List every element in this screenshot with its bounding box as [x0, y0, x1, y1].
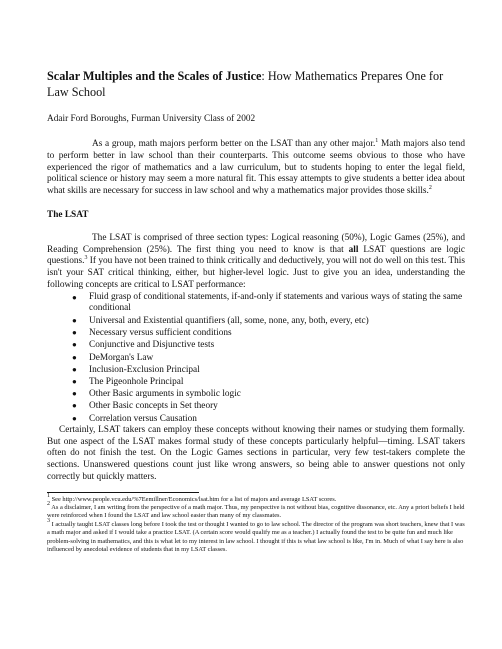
list-item-text: Other Basic arguments in symbolic logic	[89, 389, 241, 400]
footnote-number: 1	[47, 492, 50, 499]
essay-title	[47, 68, 465, 100]
list-item-text: Fluid grasp of conditional statements, if-and-only if statements and various ways of stating the same conditional	[89, 291, 463, 314]
bullet-icon: ●	[72, 364, 77, 374]
closing-paragraph: Certainly, LSAT takers can employ these concepts without knowing their names or studying them formally. But one aspect of the LSAT makes formal study of these concepts particularly helpful—timing. LSAT takers often do not finish the test. On the Logic Games sections in particular, very few test-takers complete the sections. Unanswered questions count just like wrong answers, so being able to answer questions not only correctly but quickly matters.	[47, 424, 465, 482]
bullet-icon: ●	[72, 352, 77, 362]
lsat-emphasis: all	[348, 244, 359, 255]
footnote-number: 2	[47, 500, 50, 507]
title-main: Scalar Multiples and the Scales of Justice	[47, 69, 262, 83]
bullet-icon: ●	[72, 328, 77, 338]
lsat-paragraph	[47, 233, 465, 292]
section-heading: The LSAT	[47, 209, 89, 220]
lsat-text-a: The LSAT is comprised of three section types: Logical reasoning (50%), Logic Games (25%), and Reading Comprehension (25%). The first thing you need to know is that	[47, 232, 465, 255]
list-item-text: Necessary versus sufficient conditions	[89, 328, 232, 339]
bullet-icon: ●	[72, 292, 77, 302]
intro-text-b: Math majors also tend to perform better in law school than their counterparts. This outcome seems obvious to those who have experienced the rigor of mathematics and a law curriculum, but to students hoping to enter the legal field, political science or history may seem a more natural fit. This essay attempts to give students a better idea about what skills are necessary for success in law school and why a mathematics major provides those skills.	[47, 139, 465, 196]
list-item-text: Other Basic concepts in Set theory	[89, 401, 218, 412]
list-item	[72, 376, 465, 388]
footnote-text: See http://www.people.vcu.edu/%7Eemillner/Economics/lsat.htm for a list of majors and average LSAT scores.	[51, 495, 337, 503]
footnote-ref-3[interactable]: 3	[84, 255, 88, 262]
footnote-text: As a disclaimer, I am writing from the perspective of a math major. Thus, my perspective is not without bias, cognitive dissonance, etc. Any a priori beliefs I held were reinforced when I found the LSAT and law school easier than many of my classmates.	[47, 503, 465, 520]
footnote-3	[47, 517, 465, 555]
list-item-text: DeMorgan's Law	[89, 352, 154, 363]
bullet-icon: ●	[72, 340, 77, 350]
concept-list	[47, 292, 465, 425]
list-item	[72, 388, 465, 400]
list-item	[72, 292, 465, 316]
lsat-text-c: If you have not been trained to think critically and deductively, you will not do well on this test. This isn't your SAT critical thinking, either, but higher-level logic. Just to give you an idea, understanding the following concepts are critical to LSAT performance:	[47, 256, 465, 290]
title-subtitle: : How Mathematics Prepares One for Law School	[47, 69, 444, 99]
lsat-text-b: LSAT questions are logic questions.	[47, 244, 465, 267]
bullet-icon: ●	[72, 401, 77, 411]
author-line: Adair Ford Boroughs, Furman University Class of 2002	[47, 114, 256, 124]
intro-text-a: As a group, math majors perform better on the LSAT than any other major.	[92, 139, 376, 149]
list-item-text: Inclusion-Exclusion Principal	[89, 364, 200, 375]
footnote-1	[47, 492, 465, 504]
bullet-icon: ●	[72, 413, 77, 423]
list-item	[72, 364, 465, 376]
list-item-text: The Pigeonhole Principal	[89, 377, 184, 388]
footnote-2	[47, 500, 465, 521]
footnote-divider	[47, 492, 199, 493]
footnote-text: I actually taught LSAT classes long before I took the test or thought I wanted to go to law school. The director of the program was short teachers, knew that I was a math major and asked if I would take a practice LSAT. (A certain score would qualify me as a teacher.) I actually found the test to be quite fun and much like problem-solving in mathematics, and this is what let to my interest in law school. I thought if this is what law school is like, I'm in. Much of what I say here is also influenced by anecdotal evidence of students that in my LSAT classes.	[47, 520, 465, 554]
document-page	[47, 68, 465, 554]
bullet-icon: ●	[72, 377, 77, 387]
list-item-text: Universal and Existential quantifiers (all, some, none, any, both, every, etc)	[89, 316, 369, 326]
footnote-number: 3	[47, 517, 50, 524]
intro-paragraph	[47, 139, 465, 198]
list-item-text: Correlation versus Causation	[89, 413, 197, 424]
bullet-icon: ●	[72, 316, 77, 325]
list-item	[72, 413, 465, 425]
footnote-ref-1[interactable]: 1	[375, 138, 379, 144]
list-item	[72, 352, 465, 364]
list-item	[72, 400, 465, 412]
list-item	[72, 339, 465, 351]
bullet-icon: ●	[72, 389, 77, 399]
list-item-text: Conjunctive and Disjunctive tests	[89, 340, 215, 351]
list-item	[72, 327, 465, 339]
footnote-ref-2[interactable]: 2	[428, 185, 432, 191]
list-item	[72, 315, 465, 327]
